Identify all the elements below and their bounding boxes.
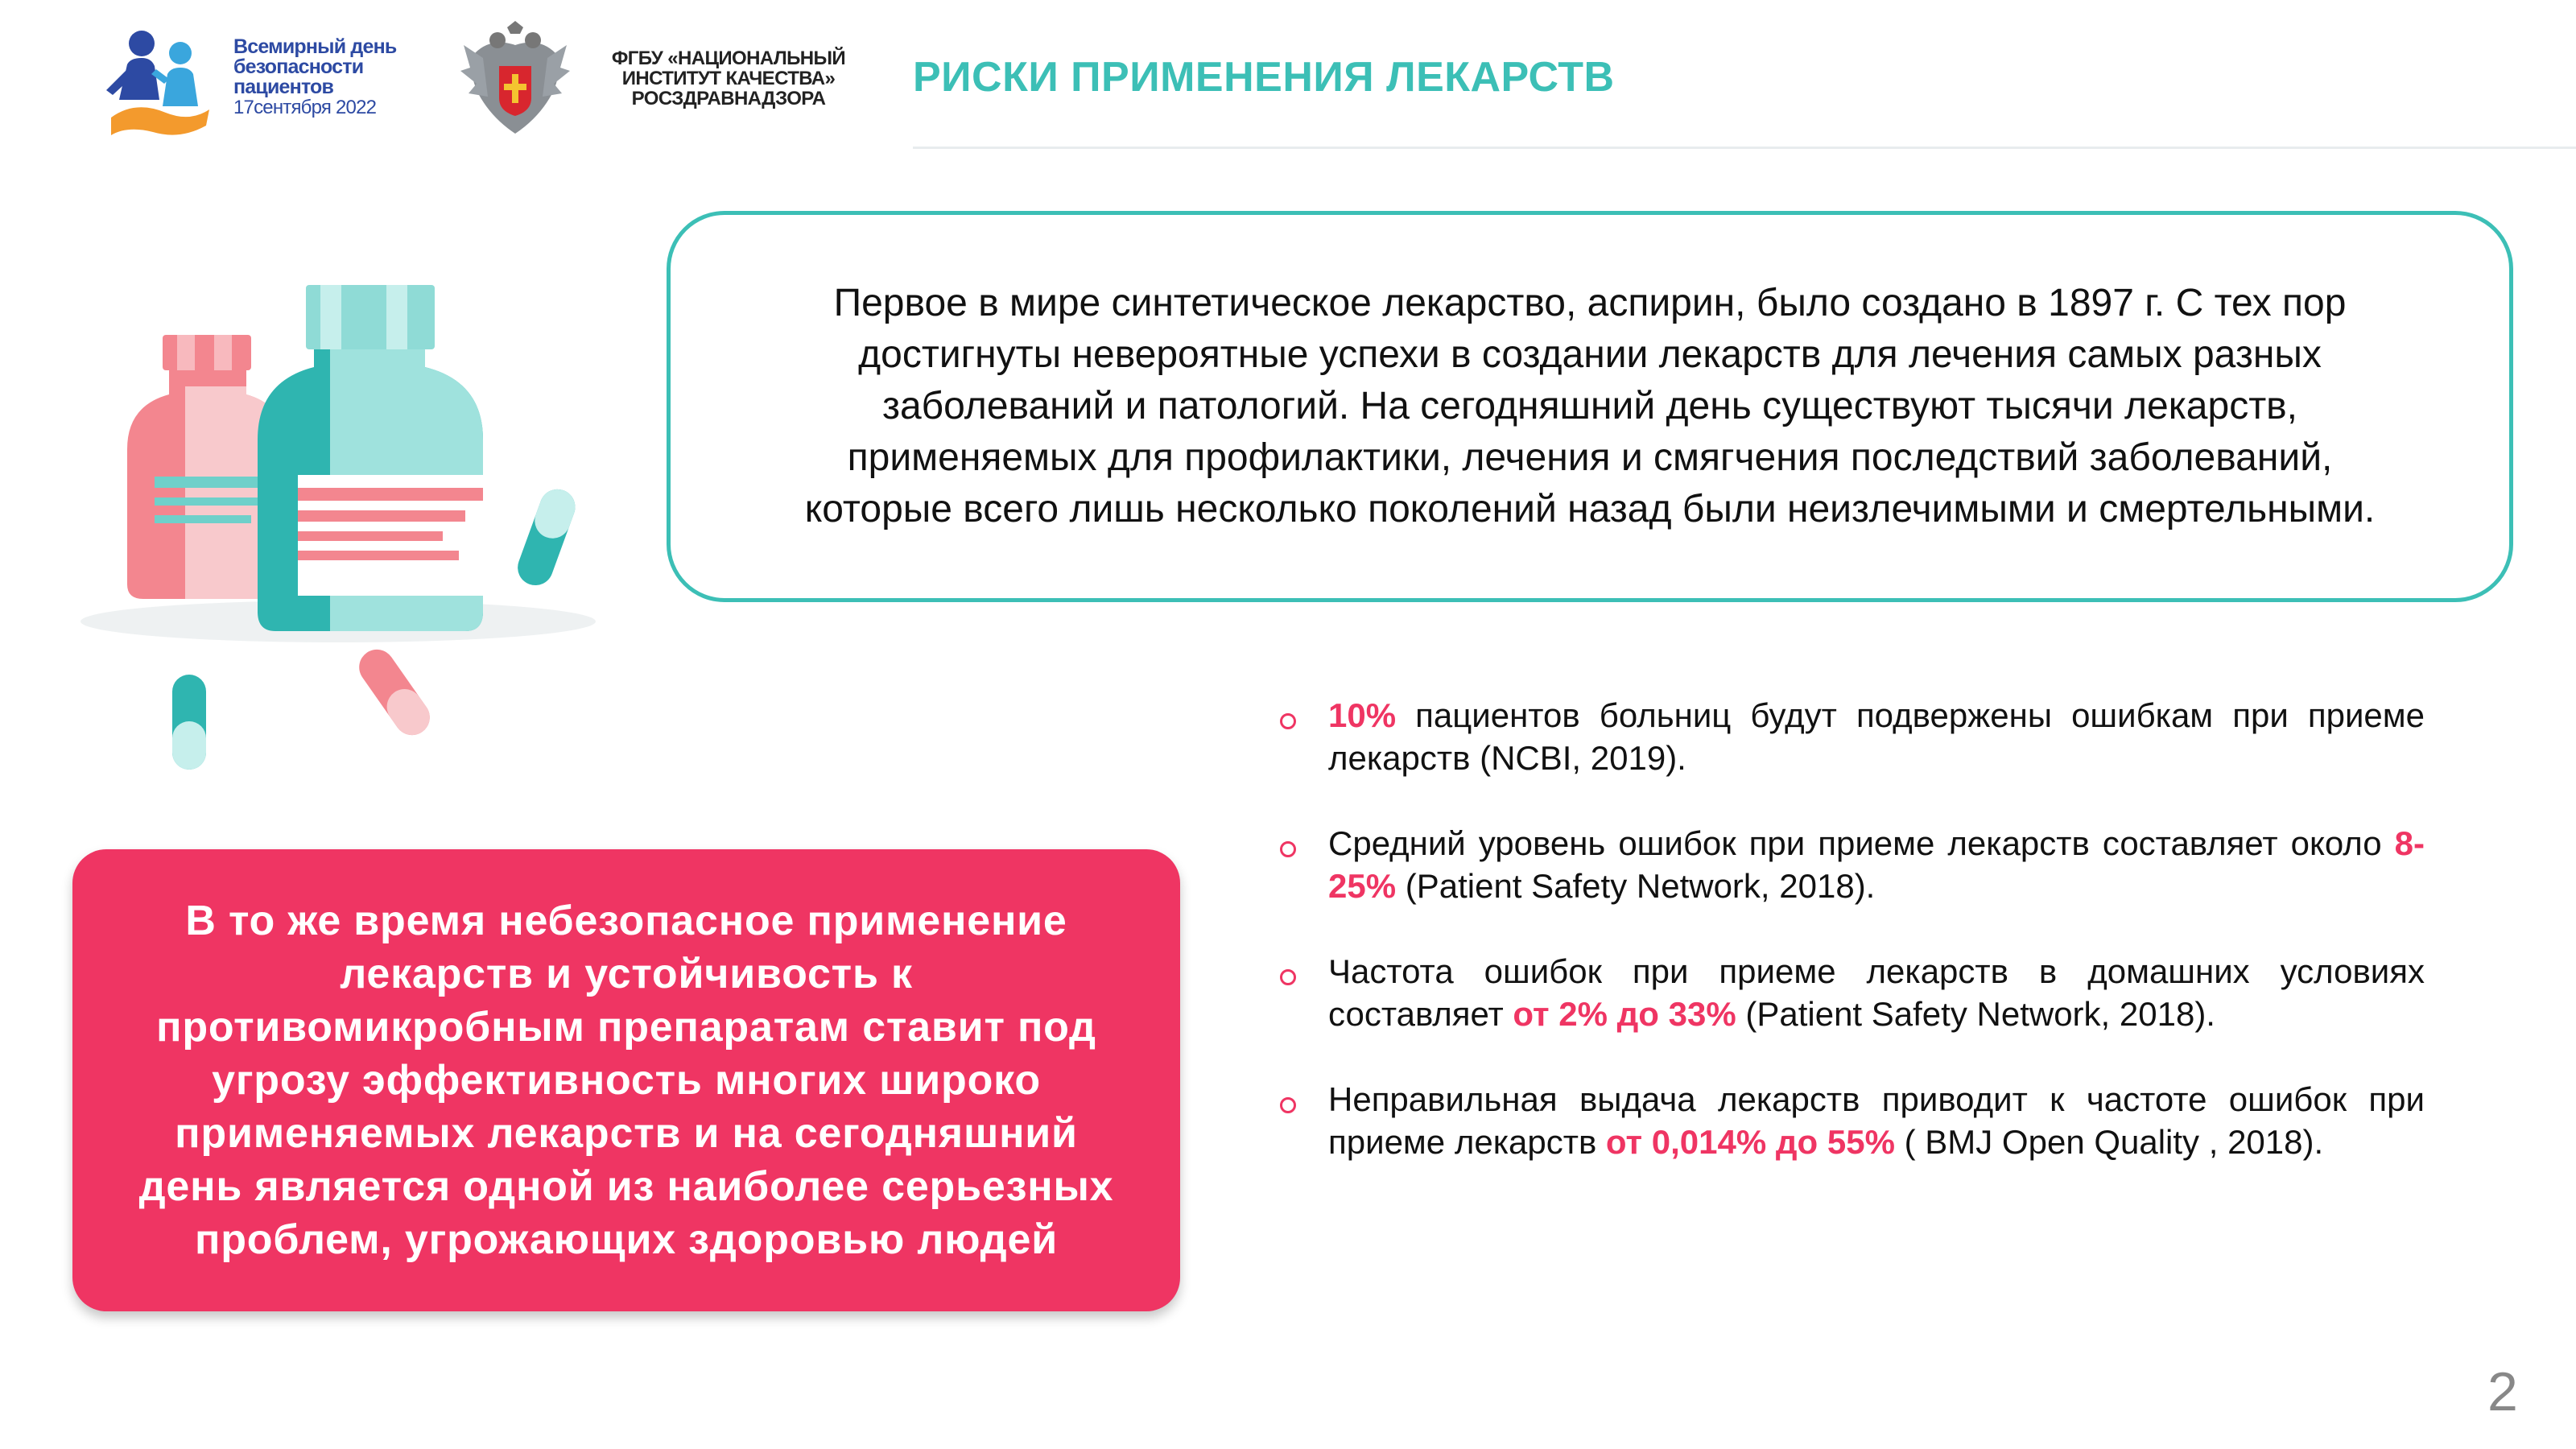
info-line: применяемых для профилактики, лечения и смягчения последствий заболеваний, [847, 436, 2333, 479]
info-line: достигнуты невероятные успехи в создании лекарств для лечения самых разных [858, 333, 2322, 376]
warning-line: В то же время небезопасное применение [185, 898, 1067, 944]
fact-highlight: 10% [1328, 696, 1397, 734]
warning-line: противомикробным препаратам ставит под [156, 1004, 1096, 1051]
warning-line: лекарств и устойчивость к [340, 951, 913, 997]
fact-text [1328, 694, 2425, 779]
warning-line: угрозу эффективность многих широко [212, 1057, 1041, 1104]
medicine-bottles-and-capsules-icon [64, 274, 612, 789]
fact-text [1328, 822, 2425, 907]
circle-bullet-icon [1280, 969, 1296, 985]
double-headed-eagle-emblem-icon [459, 21, 572, 140]
fact-pre: Неправильная выдача лекарств приводит к частоте ошибок при приеме лекарств [1328, 1080, 2425, 1161]
info-box [667, 211, 2513, 602]
info-line: заболеваний и патологий. На сегодняшний день существуют тысячи лекарств, [881, 385, 2298, 427]
institute-line1: ФГБУ «НАЦИОНАЛЬНЫЙ [611, 47, 846, 69]
circle-bullet-icon [1280, 713, 1296, 729]
fact-post: (Patient Safety Network, 2018). [1396, 867, 1876, 905]
warning-line: применяемых лекарств и на сегодняшний [175, 1110, 1078, 1157]
facts-list [1280, 694, 2425, 1206]
fact-highlight: от 2% до 33% [1513, 995, 1736, 1033]
patient-day-caption [233, 37, 419, 118]
list-item [1280, 950, 2425, 1035]
fact-post: (Patient Safety Network, 2018). [1736, 995, 2215, 1033]
patient-day-line3: пациентов [233, 76, 334, 98]
warning-paragraph [139, 894, 1114, 1266]
patient-day-date: 17сентября 2022 [233, 97, 377, 118]
info-line: которые всего лишь несколько поколений назад были неизлечимыми и смертельными. [804, 488, 2376, 530]
info-line: Первое в мире синтетическое лекарство, аспирин, было создано в 1897 г. С тех пор [833, 282, 2347, 324]
fact-text [1328, 950, 2425, 1035]
institute-name [600, 48, 857, 109]
info-paragraph [805, 278, 2376, 535]
circle-bullet-icon [1280, 1097, 1296, 1113]
header-divider [913, 147, 2576, 149]
fact-highlight: 8-25% [1328, 824, 2425, 905]
fact-post: пациентов больниц будут подвержены ошибкам при приеме лекарств (NCBI, 2019). [1328, 696, 2425, 777]
institute-line3: РОСЗДРАВНАДЗОРА [631, 88, 826, 109]
warning-line: день является одной из наиболее серьезных [138, 1163, 1114, 1210]
fact-pre: Средний уровень ошибок при приеме лекарств составляет около [1328, 824, 2395, 862]
fact-text [1328, 1078, 2425, 1163]
fact-highlight: от 0,014% до 55% [1605, 1123, 1895, 1161]
list-item [1280, 1078, 2425, 1163]
institute-line2: ИНСТИТУТ КАЧЕСТВА» [621, 68, 836, 89]
warning-line: проблем, угрожающих здоровью людей [195, 1216, 1058, 1263]
circle-bullet-icon [1280, 841, 1296, 857]
patient-day-line1: Всемирный день [233, 35, 397, 58]
list-item [1280, 822, 2425, 907]
patient-safety-logo-icon [103, 23, 216, 143]
fact-post: ( BMJ Open Quality , 2018). [1894, 1123, 2324, 1161]
slide-title: РИСКИ ПРИМЕНЕНИЯ ЛЕКАРСТВ [913, 54, 1615, 101]
fact-pre: Частота ошибок при приеме лекарств в домашних условиях составляет [1328, 952, 2425, 1033]
list-item [1280, 694, 2425, 779]
page-number: 2 [2487, 1361, 2518, 1422]
warning-box [72, 849, 1180, 1311]
patient-day-line2: безопасности [233, 56, 364, 78]
